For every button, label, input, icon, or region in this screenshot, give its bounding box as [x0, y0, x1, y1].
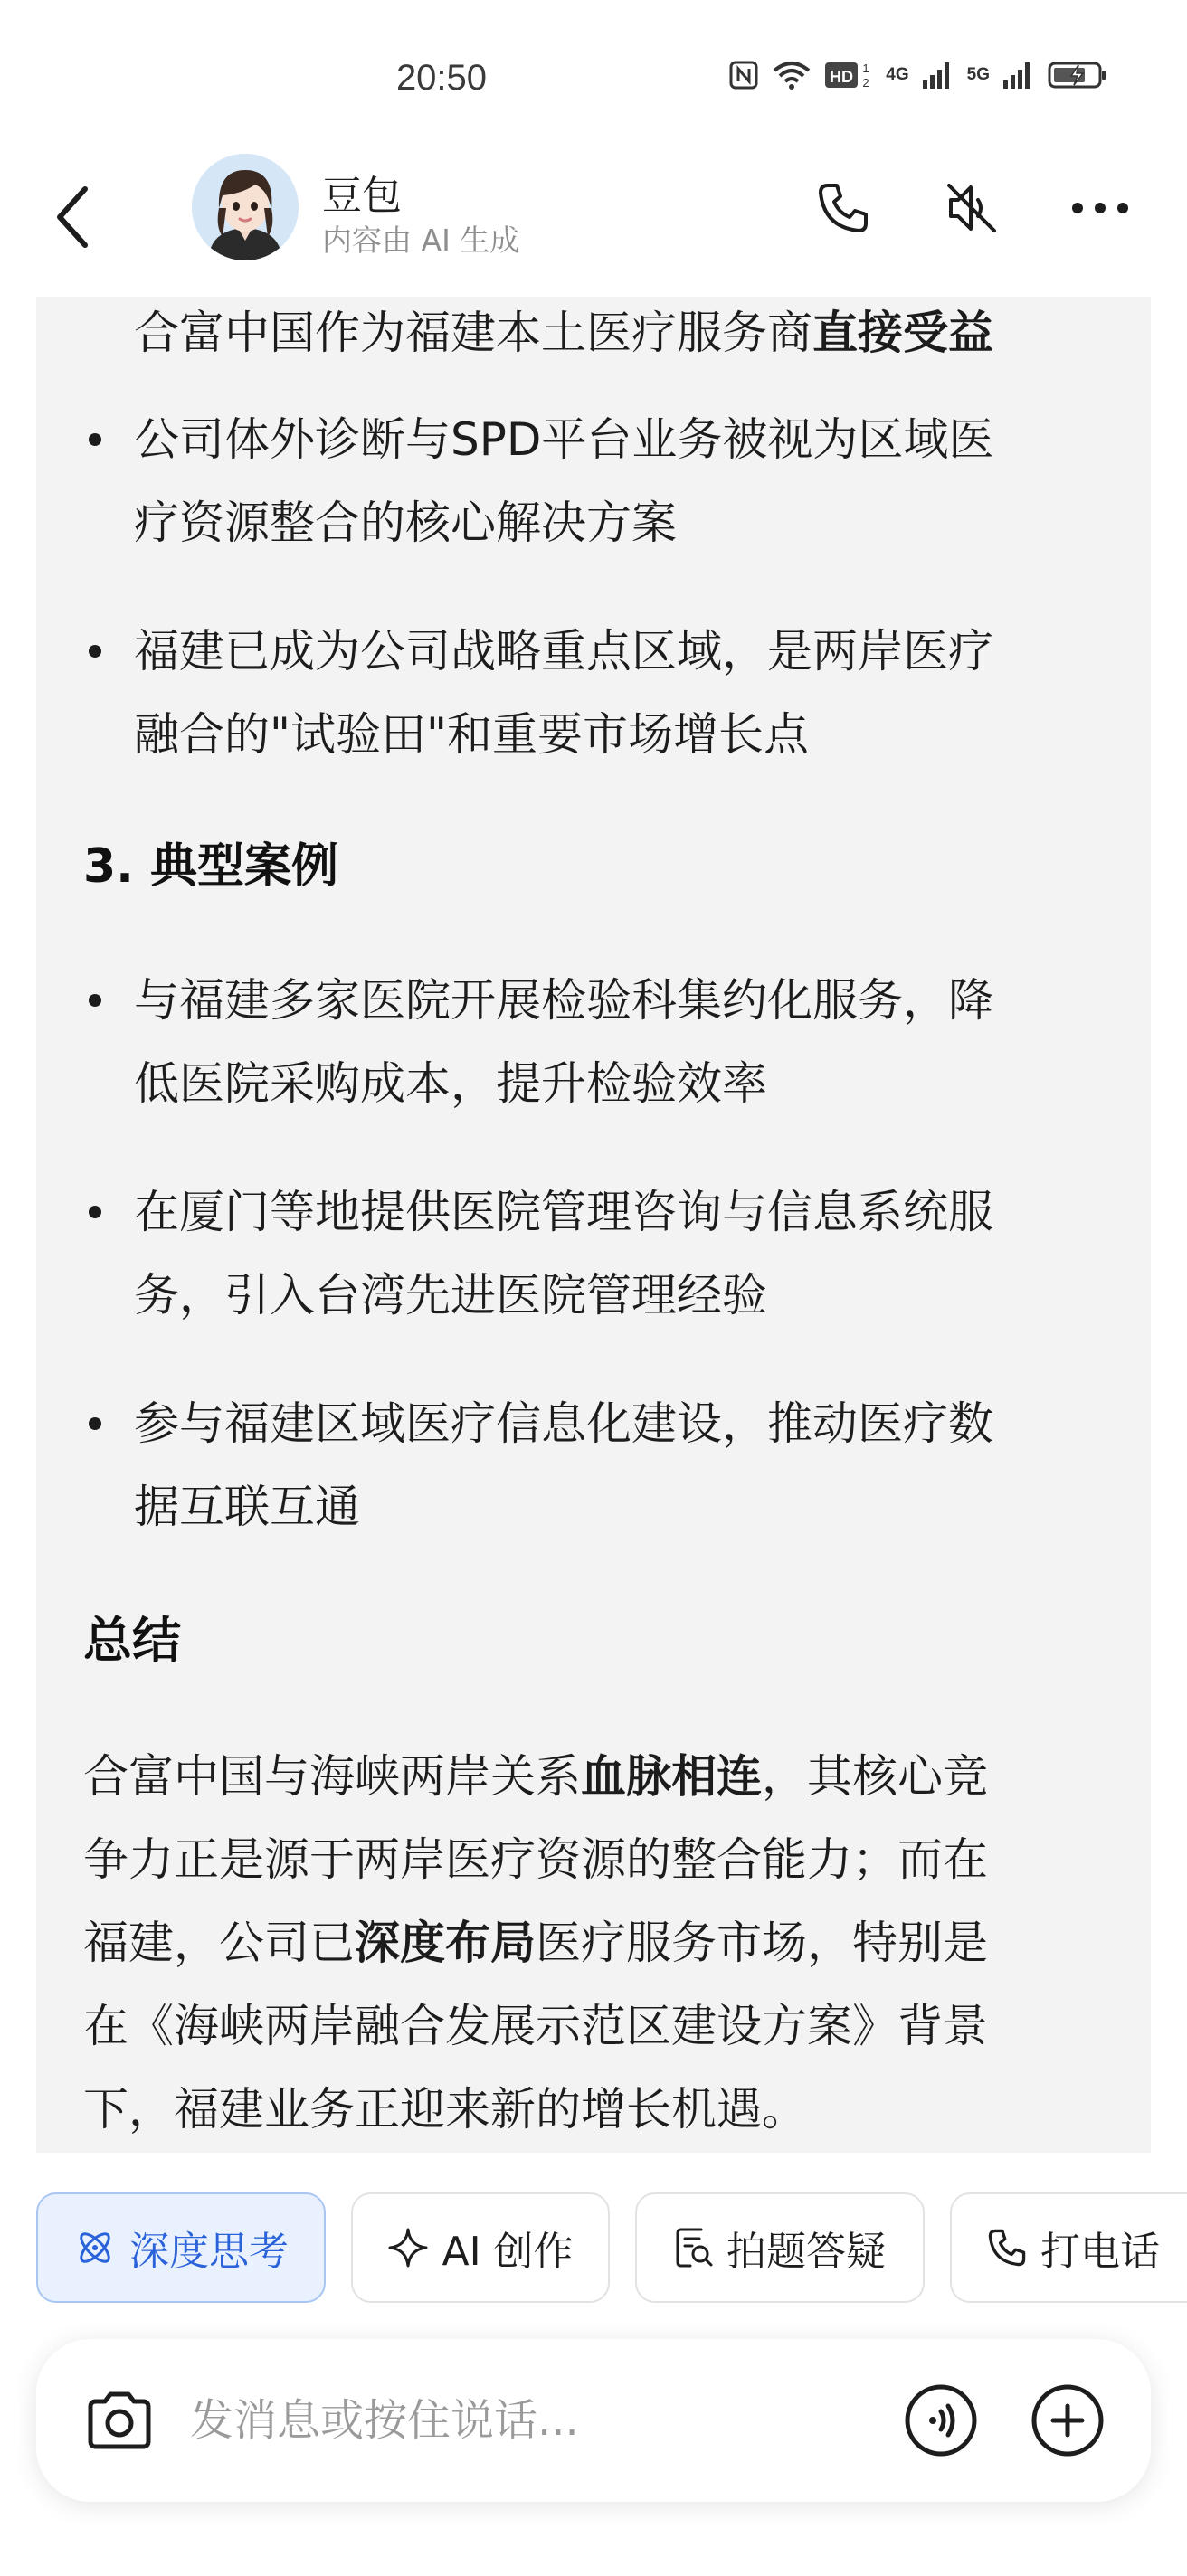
voice-input-button[interactable] [903, 2382, 979, 2458]
signal-icon-2 [1002, 61, 1035, 90]
nfc-icon [728, 60, 759, 90]
bullet-dot [89, 1206, 101, 1218]
list-item: 公司体外诊断与SPD平台业务被视为区域医 [134, 413, 994, 466]
more-dots-icon [1068, 199, 1132, 217]
sparkle-icon [387, 2227, 429, 2268]
summary-heading: 总结 [83, 1612, 181, 1669]
list-item: 务，引入台湾先进医院管理经验 [134, 1269, 767, 1321]
plus-circle-icon [1030, 2382, 1106, 2458]
summary-line: 下，福建业务正迎来新的增长机遇。 [83, 2083, 807, 2136]
chip-label: 深度思考 [129, 2229, 289, 2275]
svg-text:1: 1 [862, 62, 869, 75]
atom-icon [73, 2226, 117, 2269]
voice-wave-icon [903, 2382, 979, 2458]
chip-label: 打电话 [1040, 2229, 1160, 2275]
phone-icon [986, 2227, 1028, 2268]
camera-button[interactable] [80, 2381, 159, 2460]
summary-line: 争力正是源于两岸医疗资源的整合能力；而在 [83, 1833, 988, 1886]
status-icons [728, 60, 1107, 90]
list-item: 疗资源整合的核心解决方案 [134, 497, 677, 549]
battery-charging-icon [1048, 60, 1107, 90]
add-attachment-button[interactable] [1030, 2382, 1106, 2458]
section-heading: 3. 典型案例 [83, 839, 339, 894]
camera-icon [83, 2389, 156, 2452]
bullet-dot [89, 1417, 101, 1430]
message-input[interactable] [190, 2384, 751, 2457]
chip-label: 拍题答疑 [726, 2229, 886, 2275]
chip-photo-question[interactable] [635, 2192, 925, 2303]
mute-voice-button[interactable] [934, 170, 1010, 246]
wifi-icon [772, 60, 812, 90]
list-item: 在厦门等地提供医院管理咨询与信息系统服 [134, 1186, 993, 1238]
bullet-dot [89, 433, 101, 446]
net-primary-label: 4G [886, 65, 909, 84]
status-bar [0, 0, 1187, 159]
message-line: 合富中国作为福建本土医疗服务商直接受益 [134, 307, 993, 359]
status-time: 20:50 [395, 58, 488, 98]
summary-line: 在《海峡两岸融合发展示范区建设方案》背景 [83, 2000, 988, 2052]
speaker-muted-icon [944, 180, 1000, 236]
back-button[interactable] [45, 172, 100, 262]
list-item: 与福建多家医院开展检验科集约化服务，降 [134, 974, 993, 1027]
list-item: 福建已成为公司战略重点区域，是两岸医疗 [134, 625, 993, 677]
avatar[interactable] [192, 154, 299, 260]
call-button[interactable] [805, 170, 881, 246]
list-item: 融合的"试验田"和重要市场增长点 [134, 708, 809, 761]
scan-doc-icon [674, 2226, 714, 2269]
bullet-dot [89, 645, 101, 658]
summary-line: 合富中国与海峡两岸关系血脉相连，其核心竞 [83, 1750, 988, 1803]
summary-line: 福建，公司已深度布局医疗服务市场，特别是 [83, 1917, 988, 1969]
chip-label: AI 创作 [442, 2229, 574, 2275]
bot-name: 豆包 [322, 173, 402, 219]
quick-action-chips [0, 2192, 1187, 2305]
hd-icon [824, 60, 873, 90]
ai-generated-note: 内容由 AI 生成 [322, 223, 520, 258]
chip-phone-call[interactable] [950, 2192, 1187, 2303]
doubao-avatar-icon [192, 154, 299, 260]
chip-ai-create[interactable] [351, 2192, 610, 2303]
chevron-left-icon [54, 185, 90, 249]
bot-message-bubble [36, 297, 1151, 2153]
phone-icon [815, 180, 871, 236]
svg-text:HD: HD [830, 68, 854, 86]
list-item: 低医院采购成本，提升检验效率 [134, 1057, 767, 1110]
svg-text:2: 2 [862, 76, 869, 90]
signal-icon-1 [922, 61, 954, 90]
list-item: 参与福建区域医疗信息化建设，推动医疗数 [134, 1397, 993, 1450]
more-options-button[interactable] [1062, 170, 1138, 246]
message-input-bar [36, 2339, 1151, 2502]
bullet-dot [89, 994, 101, 1007]
list-item: 据互联互通 [134, 1481, 360, 1533]
chat-header [0, 154, 1187, 289]
chip-deep-thinking[interactable] [36, 2192, 326, 2303]
net-secondary-label: 5G [966, 65, 990, 84]
